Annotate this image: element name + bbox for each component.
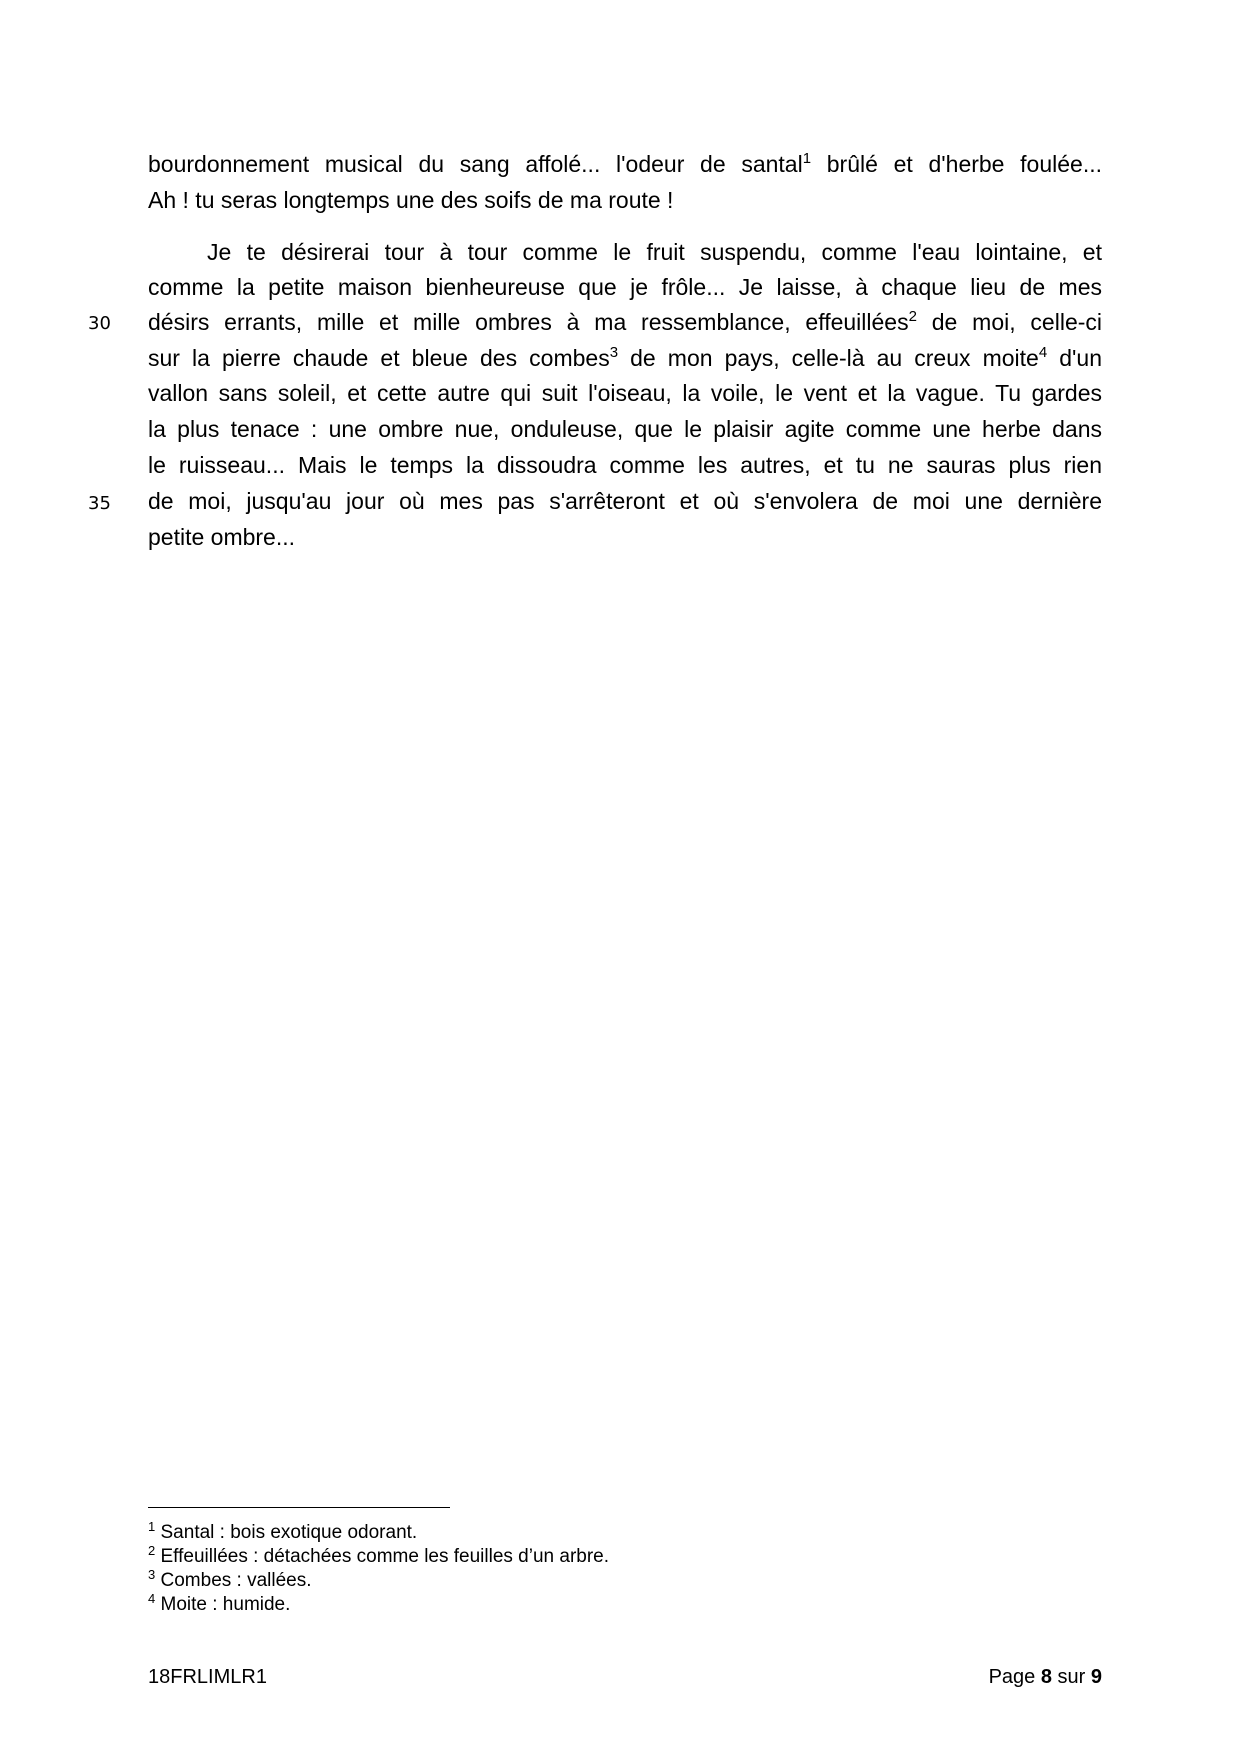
text-line: bourdonnement musical du sang affolé... l'odeur de santal$^1$ brûlé et d'herbe foulée... [148,150,1103,177]
line-number: 35 [88,493,111,514]
document-code: 18FRLIMLR1 [148,1666,267,1688]
text-line: petite ombre... [148,524,296,550]
page-indicator: Page 8 sur 9 [988,1666,1102,1688]
text-line: le ruisseau... Mais le temps la dissoudra comme les autres, et tu ne sauras plus rien [148,452,1102,478]
footnote-separator [148,1507,450,1508]
footnote-ref[interactable]: 3 [609,344,619,361]
text-line: Je te désirerai tour à tour comme le fruit suspendu, comme l'eau lointaine, et [207,239,1102,265]
footnote-ref[interactable]: 4 [1038,344,1048,361]
footnote: $^3$ Combes : vallées. [148,1567,312,1591]
text-line: comme la petite maison bienheureuse que je frôle... Je laisse, à chaque lieu de mes [148,274,1102,300]
text-line: la plus tenace : une ombre nue, onduleuse, que le plaisir agite comme une herbe dans [148,416,1102,442]
text-line: désirs errants, mille et mille ombres à ma ressemblance, effeuillées$^2$ de moi, celle-ci [148,308,1102,335]
footnote: $^1$ Santal : bois exotique odorant. [148,1519,418,1543]
text-line: Ah ! tu seras longtemps une des soifs de ma route ! [148,187,674,213]
text-line: de moi, jusqu'au jour où mes pas s'arrêteront et où s'envolera de moi une dernière [148,488,1102,514]
footnote-ref[interactable]: 1 [802,150,812,167]
footnote: $^2$ Effeuillées : détachées comme les feuilles d’un arbre. [148,1543,610,1567]
text-line: sur la pierre chaude et bleue des combes$^3$ de mon pays, celle-là au creux moite$^4$ d'un [148,344,1103,371]
footnote-ref[interactable]: 2 [908,308,917,325]
footnote: $^4$ Moite : humide. [148,1591,291,1615]
line-number: 30 [88,313,111,334]
text-line: vallon sans soleil, et cette autre qui suit l'oiseau, la voile, le vent et la vague. Tu gardes [148,380,1102,406]
